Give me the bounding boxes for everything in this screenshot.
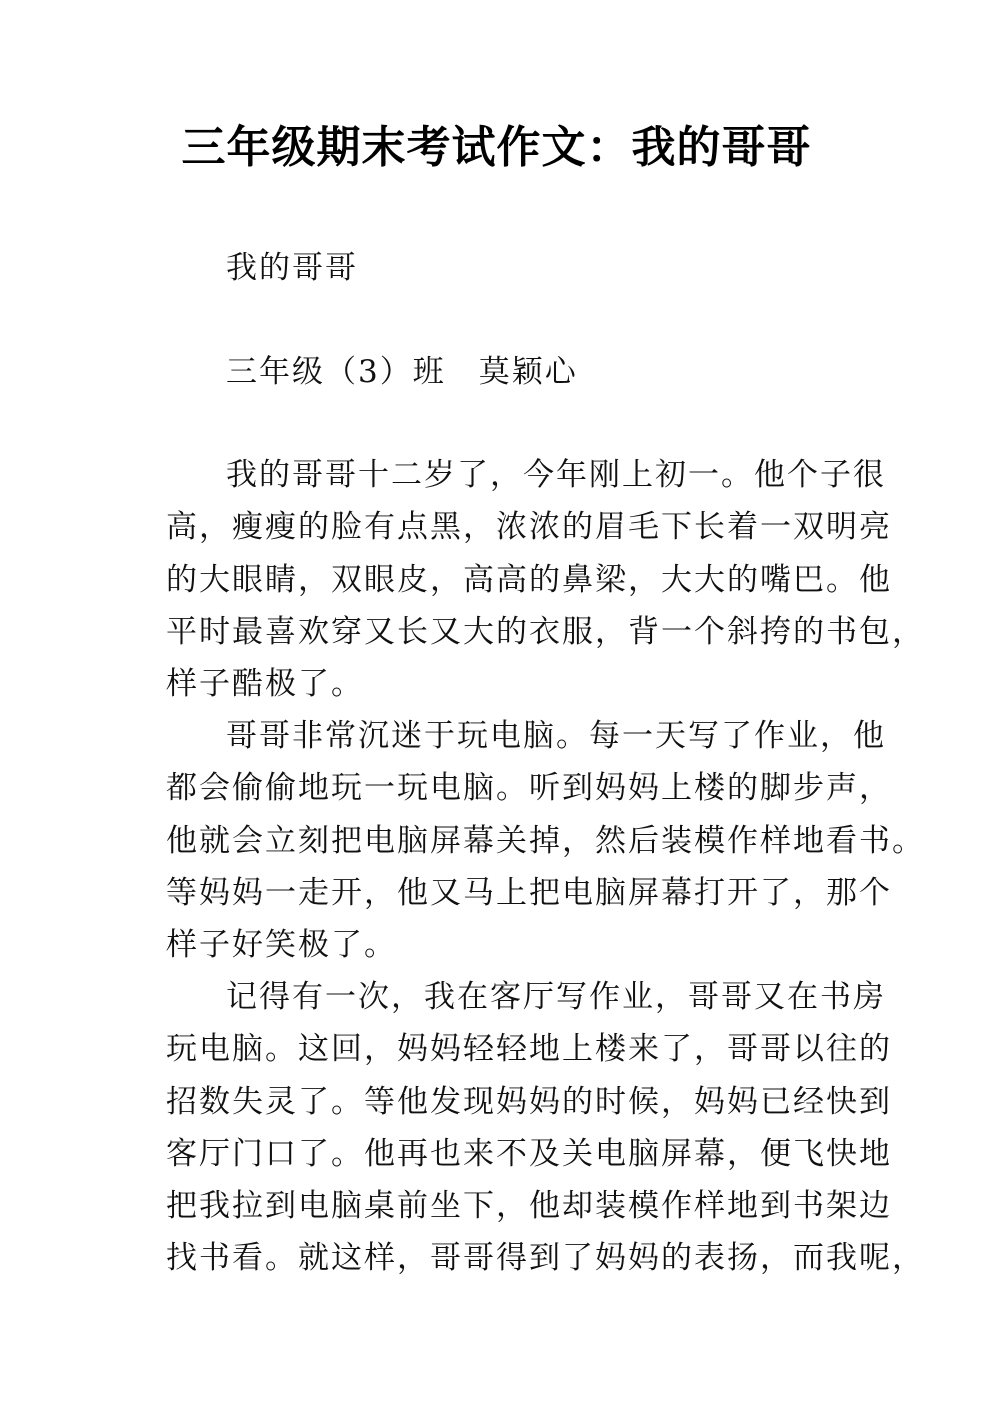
paragraph-2-line-4: 等妈妈一走开，他又马上把电脑屏幕打开了，那个: [166, 875, 892, 911]
paragraph-2-line-5: 样子好笑极了。: [166, 927, 397, 963]
paragraph-2-line-2: 都会偷偷地玩一玩电脑。听到妈妈上楼的脚步声，: [166, 770, 892, 806]
paragraph-3-line-5: 把我拉到电脑桌前坐下，他却装模作样地到书架边: [166, 1188, 892, 1224]
paragraph-1-line-1: 我的哥哥十二岁了，今年刚上初一。他个子很: [226, 457, 886, 493]
paragraph-3-line-4: 客厅门口了。他再也来不及关电脑屏幕，便飞快地: [166, 1136, 892, 1172]
essay-title: 我的哥哥: [226, 250, 358, 286]
paragraph-2-line-1: 哥哥非常沉迷于玩电脑。每一天写了作业，他: [226, 718, 886, 754]
document-title: 三年级期末考试作文：我的哥哥: [181, 122, 812, 173]
paragraph-1-line-2: 高，瘦瘦的脸有点黑，浓浓的眉毛下长着一双明亮: [166, 509, 892, 545]
paragraph-1-line-4: 平时最喜欢穿又长又大的衣服，背一个斜挎的书包，: [166, 614, 925, 650]
paragraph-3-line-1: 记得有一次，我在客厅写作业，哥哥又在书房: [226, 979, 886, 1015]
paragraph-1-line-3: 的大眼睛，双眼皮，高高的鼻梁，大大的嘴巴。他: [166, 562, 892, 598]
essay-byline: 三年级（3）班 莫颖心: [226, 354, 578, 390]
paragraph-3-line-6: 找书看。就这样，哥哥得到了妈妈的表扬，而我呢，: [166, 1240, 925, 1276]
paragraph-3-line-3: 招数失灵了。等他发现妈妈的时候，妈妈已经快到: [166, 1084, 892, 1120]
paragraph-2-line-3: 他就会立刻把电脑屏幕关掉，然后装模作样地看书。: [166, 823, 925, 859]
paragraph-3-line-2: 玩电脑。这回，妈妈轻轻地上楼来了，哥哥以往的: [166, 1031, 892, 1067]
paragraph-1-line-5: 样子酷极了。: [166, 666, 364, 702]
